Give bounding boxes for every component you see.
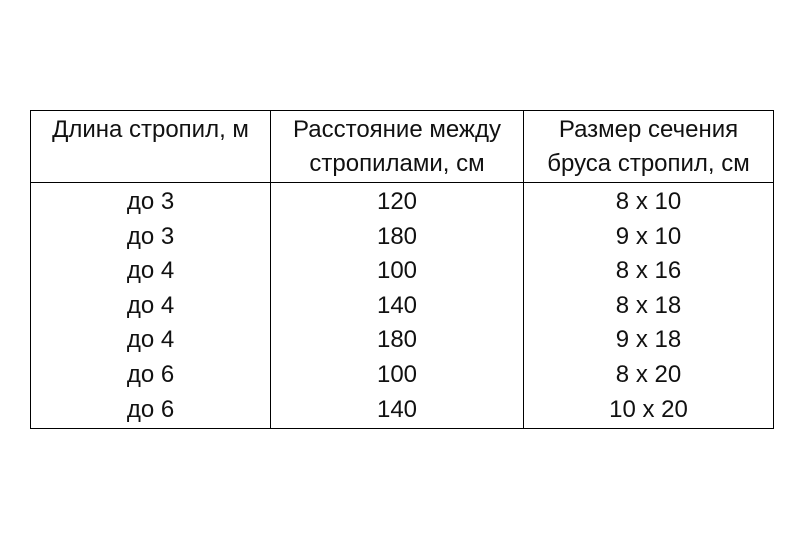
- header-row: [31, 111, 774, 183]
- header-beam-section: Размер сечения бруса стропил, см: [524, 111, 774, 183]
- cell-beam-section: 8 х 18: [524, 289, 774, 324]
- cell-rafter-spacing: 120: [271, 183, 524, 220]
- cell-beam-section: 8 х 20: [524, 358, 774, 393]
- cell-rafter-length: до 4: [31, 254, 271, 289]
- rafter-table-container: [30, 110, 773, 429]
- table-row: [31, 289, 774, 324]
- cell-rafter-length: до 4: [31, 289, 271, 324]
- header-rafter-length: Длина стропил, м: [31, 111, 271, 183]
- table-row: [31, 358, 774, 393]
- table-row: [31, 323, 774, 358]
- cell-rafter-length: до 6: [31, 358, 271, 393]
- cell-beam-section: 8 х 10: [524, 183, 774, 220]
- rafter-table: [30, 110, 774, 429]
- cell-rafter-length: до 6: [31, 392, 271, 428]
- cell-beam-section: 9 х 18: [524, 323, 774, 358]
- cell-beam-section: 9 х 10: [524, 220, 774, 255]
- cell-rafter-length: до 3: [31, 183, 271, 220]
- cell-rafter-spacing: 100: [271, 254, 524, 289]
- cell-beam-section: 8 х 16: [524, 254, 774, 289]
- cell-rafter-length: до 3: [31, 220, 271, 255]
- cell-rafter-spacing: 180: [271, 220, 524, 255]
- header-rafter-spacing: Расстояние между стропилами, см: [271, 111, 524, 183]
- table-row: [31, 392, 774, 428]
- table-header: [31, 111, 774, 183]
- table-body: [31, 183, 774, 429]
- table-row: [31, 183, 774, 220]
- cell-beam-section: 10 х 20: [524, 392, 774, 428]
- cell-rafter-length: до 4: [31, 323, 271, 358]
- cell-rafter-spacing: 100: [271, 358, 524, 393]
- table-row: [31, 254, 774, 289]
- cell-rafter-spacing: 140: [271, 392, 524, 428]
- cell-rafter-spacing: 140: [271, 289, 524, 324]
- table-row: [31, 220, 774, 255]
- cell-rafter-spacing: 180: [271, 323, 524, 358]
